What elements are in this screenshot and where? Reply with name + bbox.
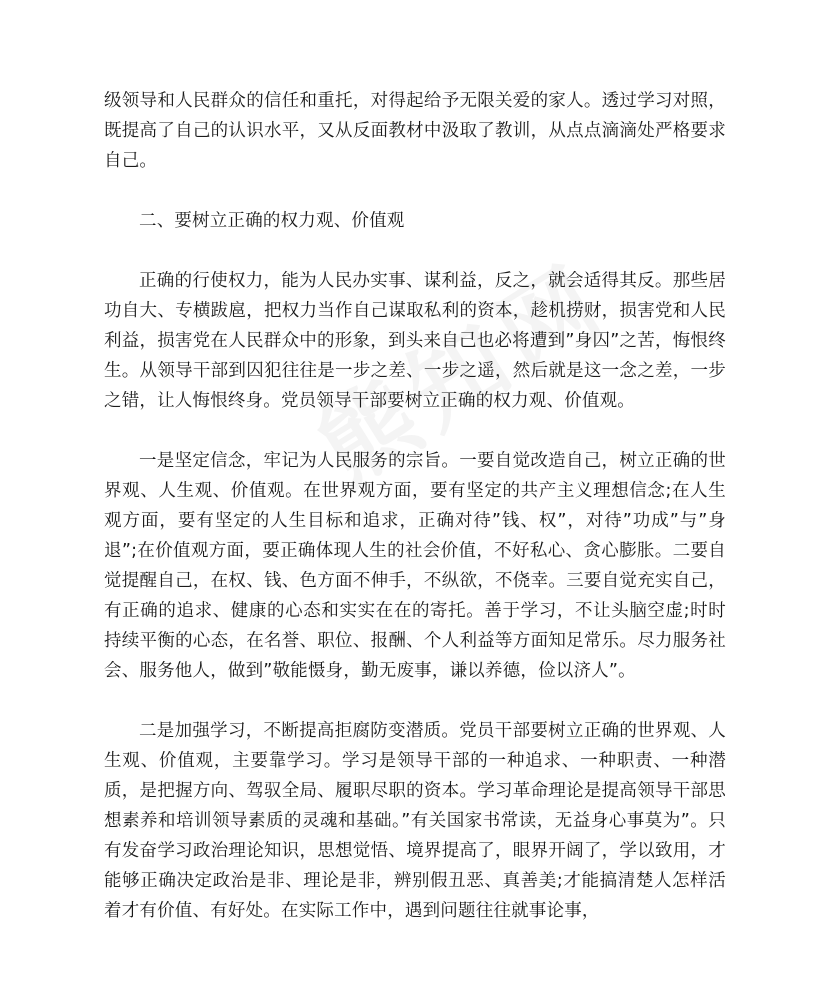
paragraph: 二是加强学习，不断提高拒腐防变潜质。党员干部要树立正确的世界观、人生观、价值观，主要靠学习。学习是领导干部的一种追求、一种职责、一种潜质，是把握方向、驾驭全局、履职尽职的资本。学习革命理论是提高领导干部思想素养和培训领导素质的灵魂和基础。”有关国家书常读，无益身心事莫为”。只有发奋学习政治理论知识，思想觉悟、境界提高了，眼界开阔了，学以致用，才能够正确决定政治是非、理论是非，辨别假丑恶、真善美;才能搞清楚人怎样活着才有价值、有好处。在实际工作中，遇到问题往往就事论事， xyxy=(104,721,726,921)
paragraph: 正确的行使权力，能为人民办实事、谋利益，反之，就会适得其反。那些居功自大、专横跋扈，把权力当作自己谋取私利的资本，趁机捞财，损害党和人民利益，损害党在人民群众中的形象，到头来自己也必将遭到”身囚”之苦，悔恨终生。从领导干部到囚犯往往是一步之差、一步之遥，然后就是这一念之差，一步之错，让人悔恨终身。党员领导干部要树立正确的权力观、价值观。 xyxy=(104,271,726,411)
section-heading: 二、要树立正确的权力观、价值观 xyxy=(139,211,405,231)
document-body xyxy=(104,86,726,956)
paragraph-continuation: 级领导和人民群众的信任和重托，对得起给予无限关爱的家人。透过学习对照，既提高了自己的认识水平，又从反面教材中汲取了教训，从点点滴滴处严格要求自己。 xyxy=(104,91,726,171)
paragraph: 一是坚定信念，牢记为人民服务的宗旨。一要自觉改造自己，树立正确的世界观、人生观、价值观。在世界观方面，要有坚定的共产主义理想信念;在人生观方面，要有坚定的人生目标和追求，正确对待”钱、权”，对待”功成”与”身退”;在价值观方面，要正确体现人生的社会价值，不好私心、贪心膨胀。二要自觉提醒自己，在权、钱、色方面不伸手，不纵欲，不侥幸。三要自觉充实自己，有正确的追求、健康的心态和实实在在的寄托。善于学习，不让头脑空虚;时时持续平衡的心态，在名誉、职位、报酬、个人利益等方面知足常乐。尽力服务社会、服务他人，做到”敬能慑身，勤无废事，谦以养德，俭以济人”。 xyxy=(104,451,726,681)
